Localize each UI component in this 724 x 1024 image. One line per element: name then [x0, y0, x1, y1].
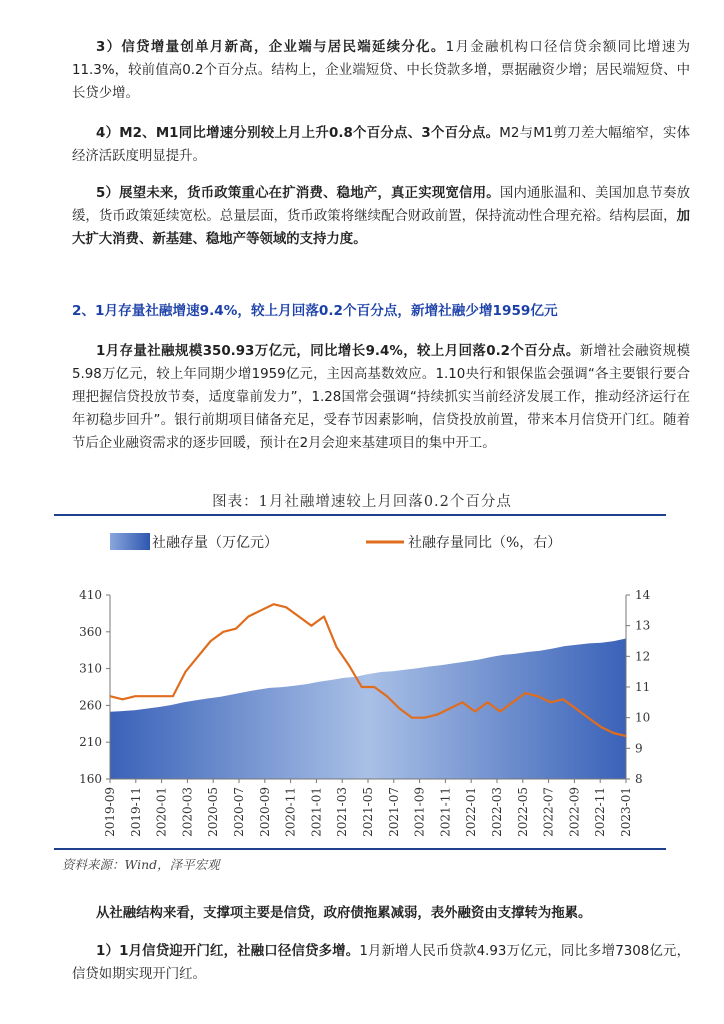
left-y-tick-label: 210 — [79, 735, 102, 750]
caption-rule-top — [54, 514, 666, 516]
x-tick-label: 2019-09 — [103, 787, 117, 837]
paragraph-credit-growth — [72, 36, 690, 105]
chart-legend — [110, 533, 561, 551]
p3-bold: 3）信贷增量创单月新高，企业端与居民端延续分化。 — [96, 40, 446, 55]
x-tick-label: 2023-01 — [619, 787, 633, 837]
p4-text: M2与M1剪刀差大幅缩窄，实体经济活跃度明显提升。 — [72, 126, 690, 164]
right-y-tick-label: 10 — [635, 710, 651, 725]
x-tick-label: 2022-05 — [515, 787, 530, 837]
left-y-tick-label: 360 — [79, 624, 102, 639]
paragraph-structure — [72, 902, 690, 925]
chart-bottom-rule — [54, 848, 666, 850]
legend-line-label: 社融存量同比（%，右） — [408, 535, 562, 551]
tsf-chart — [54, 520, 666, 850]
paragraph-credit-january — [72, 940, 690, 986]
section-heading: 2、1月存量社融增速9.4%，较上月回落0.2个百分点，新增社融少增1959亿元 — [72, 303, 558, 319]
s2-bold: 1月存量社融规模350.93万亿元，同比增长9.4%，较上月回落0.2个百分点。 — [96, 344, 580, 359]
x-tick-label: 2020-11 — [283, 787, 298, 837]
x-tick-label: 2021-01 — [309, 787, 324, 837]
x-tick-label: 2021-07 — [386, 787, 401, 837]
p5-bold-2: 加大扩大消费、新基建、稳地产等领域的支持力度。 — [72, 209, 690, 247]
right-y-tick-label: 9 — [635, 741, 643, 756]
left-y-tick-label: 160 — [79, 772, 102, 786]
x-tick-label: 2020-01 — [154, 787, 169, 837]
x-tick-label: 2022-07 — [541, 787, 556, 837]
p6-text: 1月新增人民币贷款4.93万亿元，同比多增7308亿元，信贷如期实现开门红。 — [72, 944, 690, 982]
right-y-tick-label: 8 — [635, 772, 643, 786]
right-y-tick-label: 11 — [635, 680, 651, 694]
structure-bold: 从社融结构来看，支撑项主要是信贷，政府债拖累减弱，表外融资由支撑转为拖累。 — [96, 906, 592, 921]
figure-caption: 图表：1月社融增速较上月回落0.2个百分点 — [212, 494, 512, 510]
legend-area-swatch — [110, 533, 150, 550]
x-tick-label: 2021-11 — [438, 787, 453, 837]
x-tick-label: 2022-11 — [593, 787, 608, 837]
figure-source: 资料来源：Wind，泽平宏观 — [62, 857, 220, 872]
left-y-tick-label: 260 — [79, 698, 102, 713]
s2-text: 新增社会融资规模5.98万亿元，较上年同期少增1959亿元，主因高基数效应。1.10央行和银保监会强调“各主要银行要合理把握信贷投放节奏，适度靠前发力”，1.28国常会强调“持续抓实当前经济发展工作，推动经济运行在年初稳步回升”。银行前期项目储备充足，受春节因素影响，信贷投放前置，带来本月信贷开门红。随着节后企业融资需求的逐步回暖，预计在2月会迎来基建项目的集中开工。 — [72, 344, 691, 451]
x-tick-label: 2020-05 — [206, 787, 221, 837]
tsf-stock-area — [110, 639, 626, 780]
left-y-tick-label: 310 — [79, 661, 102, 676]
paragraph-outlook — [72, 182, 690, 251]
right-y-tick-label: 12 — [635, 649, 651, 664]
x-tick-label: 2020-07 — [232, 787, 246, 837]
x-tick-label: 2019-11 — [128, 787, 143, 837]
x-tick-label: 2022-03 — [490, 787, 504, 837]
x-tick-label: 2020-09 — [257, 787, 272, 837]
plot-area — [79, 588, 651, 837]
x-tick-label: 2021-05 — [361, 787, 375, 837]
p5-bold: 5）展望未来，货币政策重心在扩消费、稳地产，真正实现宽信用。 — [96, 186, 500, 201]
right-y-tick-label: 13 — [635, 618, 651, 633]
right-y-tick-label: 14 — [635, 588, 651, 602]
x-tick-label: 2022-09 — [567, 787, 582, 837]
x-tick-label: 2022-01 — [464, 787, 479, 837]
p4-bold: 4）M2、M1同比增速分别较上月上升0.8个百分点、3个百分点。 — [96, 126, 500, 141]
paragraph-m2-m1 — [72, 122, 690, 168]
legend-area-label: 社融存量（万亿元） — [152, 535, 278, 551]
x-tick-label: 2020-03 — [180, 787, 195, 837]
p3-text: 1月金融机构口径信贷余额同比增速为11.3%，较前值高0.2个百分点。结构上，企业端短贷、中长贷款多增，票据融资少增；居民端短贷、中长贷少增。 — [72, 40, 690, 101]
p6-bold: 1）1月信贷迎开门红，社融口径信贷多增。 — [96, 944, 360, 959]
paragraph-tsf-stock — [72, 340, 690, 455]
x-tick-label: 2021-09 — [412, 787, 427, 837]
x-tick-label: 2021-03 — [335, 787, 350, 837]
p5-text: 国内通胀温和、美国加息节奏放缓，货币政策延续宽松。总量层面，货币政策将继续配合财政前置，保持流动性合理充裕。结构层面， — [72, 186, 690, 224]
left-y-tick-label: 410 — [79, 588, 102, 602]
